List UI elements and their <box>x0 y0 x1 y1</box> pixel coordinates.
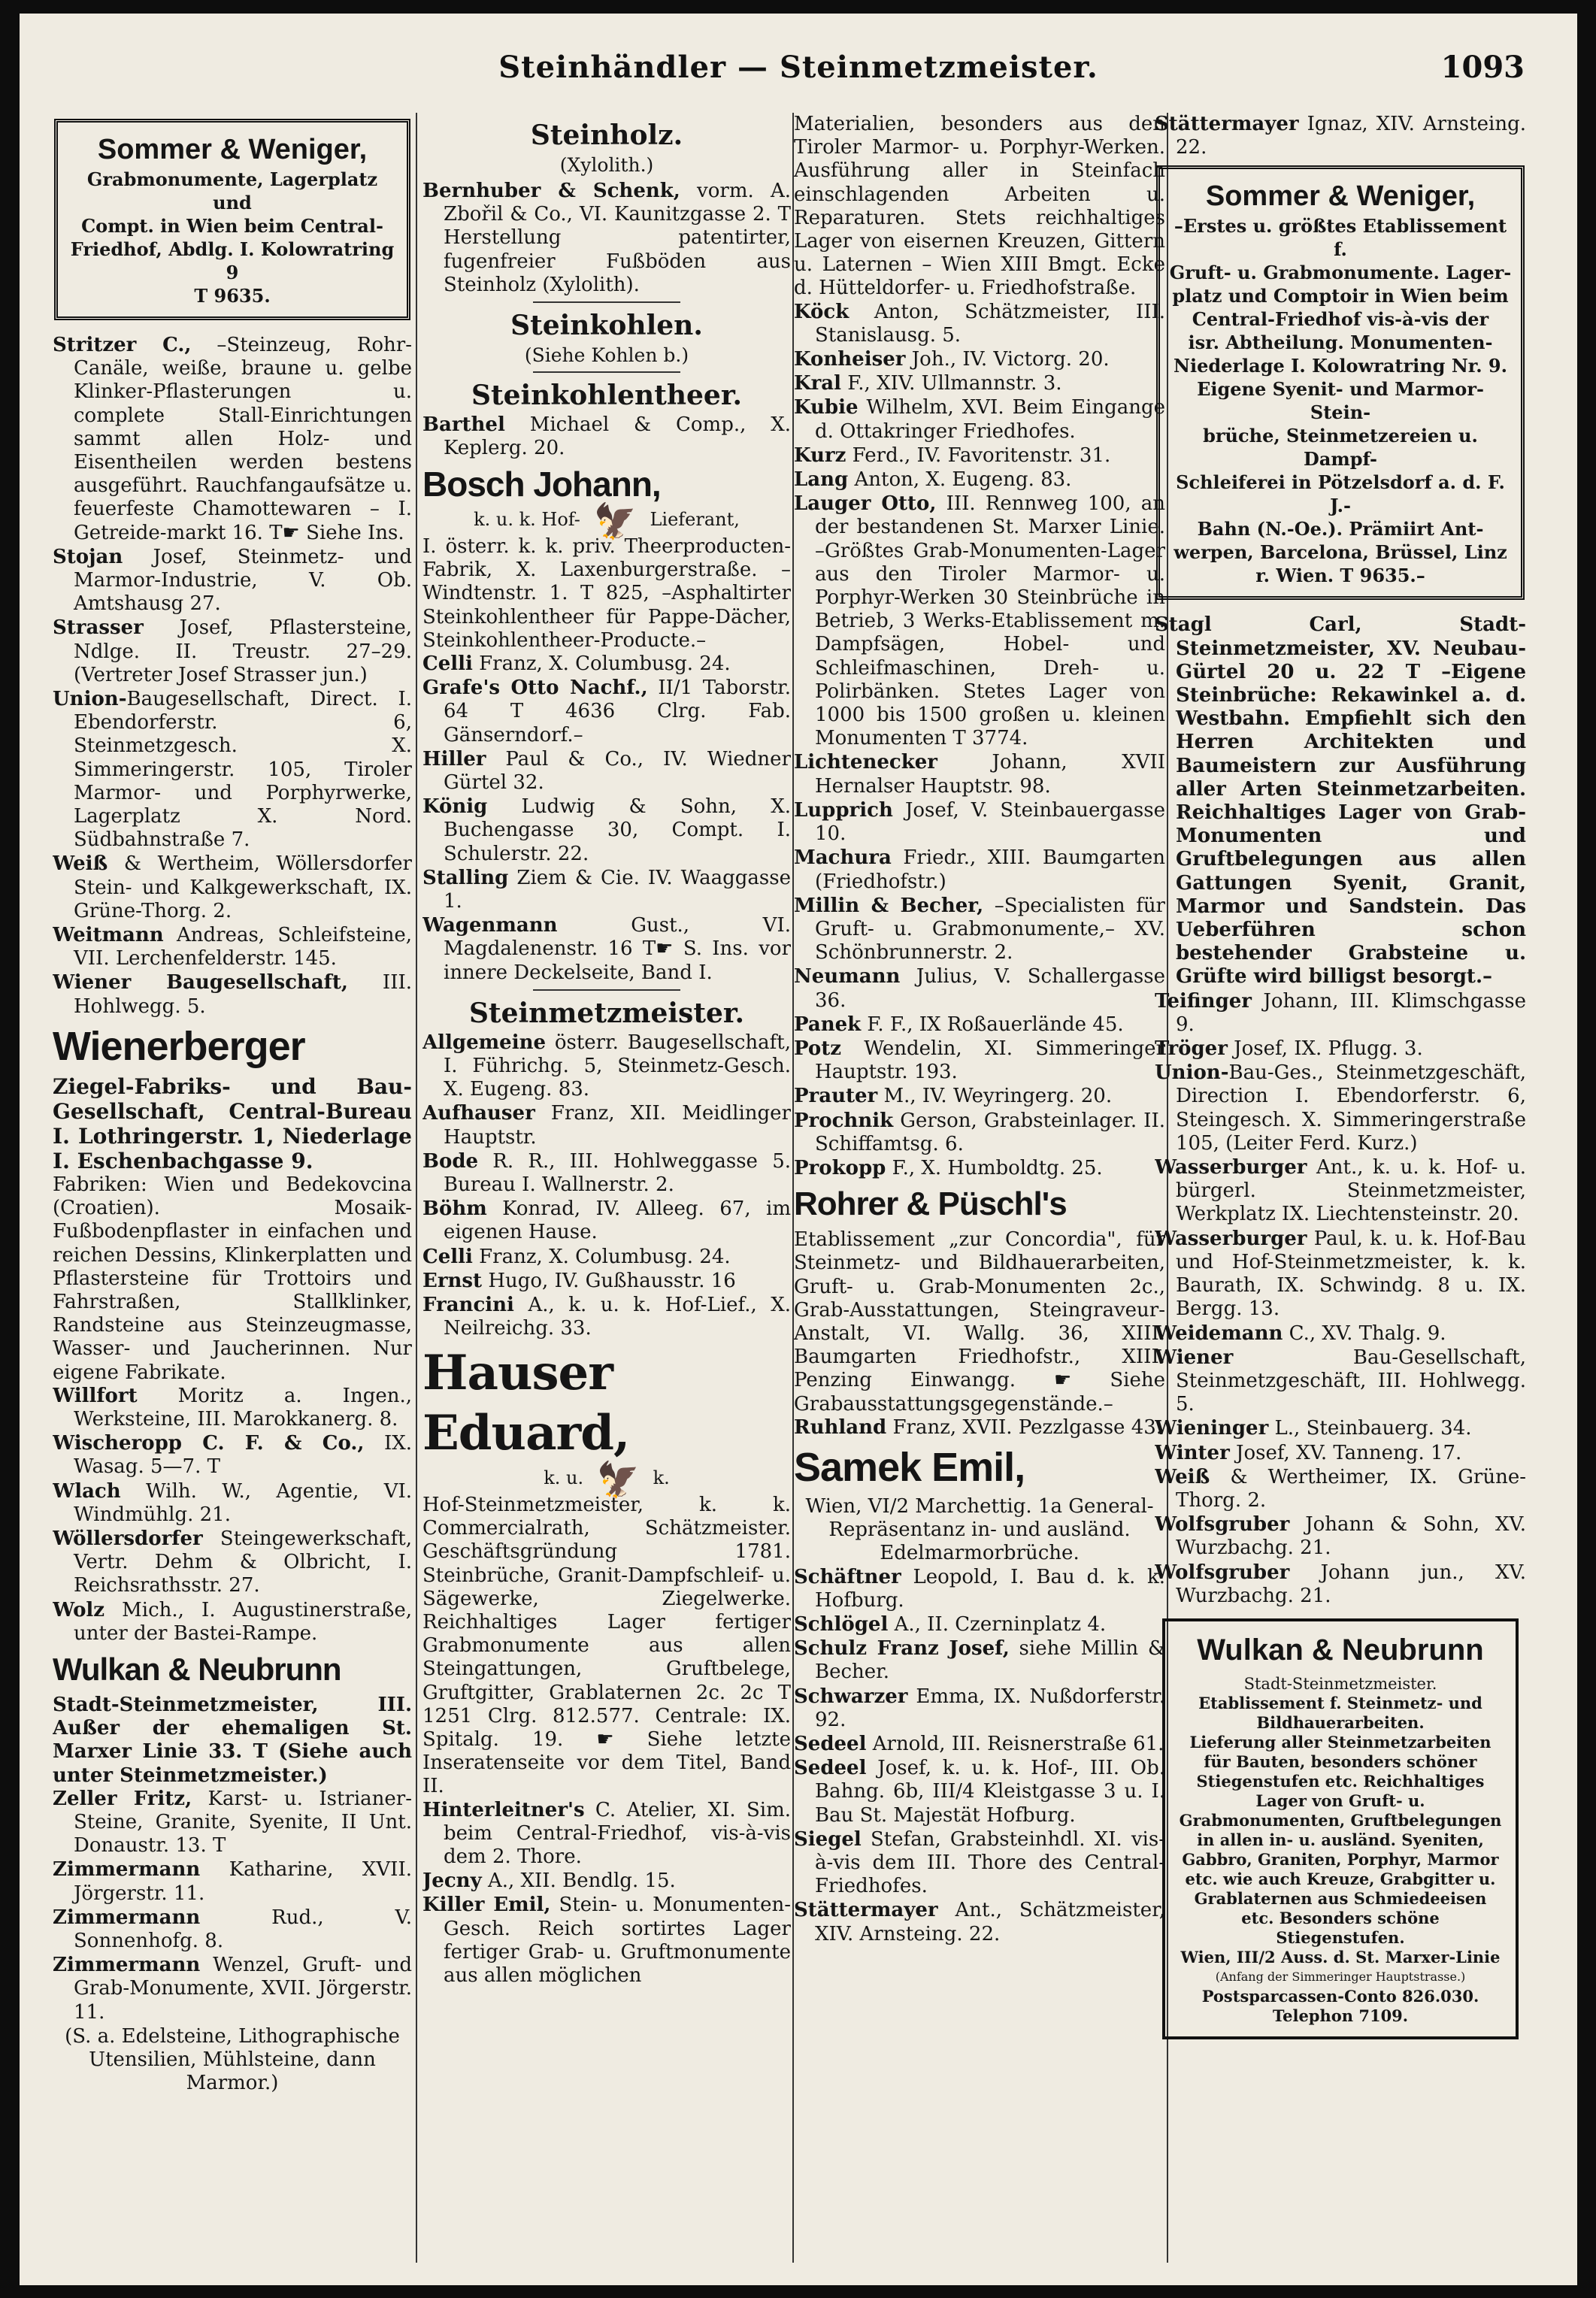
entry-name: Allgemeine <box>422 1031 547 1054</box>
advert-text: Etablissement „zur Concordia", für Steinmetz- und Bildhauerarbeiten, Gruft- u. Grab-Monumenten 2c., Grab-Ausstattungen, Steingraveur-Anstalt, VI. Wallg. 36, XIII. Baumgarten Friedhofstr., XIII. Penzing Einwangg. ☛ Siehe Grabausstattungsgegenstände.– <box>794 1228 1165 1415</box>
advert-line: platz und Comptoir in Wien beim <box>1172 285 1509 307</box>
entry-text: Stein- u. Monumenten-Gesch. Reich sortirtes Lager fertiger Grab- u. Gruftmonumente aus allen möglichen <box>444 1894 791 1987</box>
entry-text: Bau-Ges., Steinmetzgeschäft, Direction I. Ebendorferstr. 6, Steingesch. X. Simmeringerstraße 105, (Leiter Ferd. Kurz.) <box>1176 1061 1526 1155</box>
entry-name: Celli <box>422 1245 473 1268</box>
list-item <box>794 1757 1165 1827</box>
advert-line: –Erstes u. größtes Etablissement f. <box>1174 215 1507 261</box>
advert-line: Schleiferei in Pötzelsdorf a. d. F. J.- <box>1176 471 1505 517</box>
entry-text: Friedr., XIII. Baumgarten (Friedhofstr.) <box>815 846 1165 893</box>
entry-name: Kubie <box>794 396 859 419</box>
entry-name: Sedeel <box>794 1733 867 1755</box>
entry-name: Wöllersdorfer <box>53 1527 203 1550</box>
list-item <box>794 1899 1165 1945</box>
entry-text: L., Steinbauerg. 34. <box>1268 1417 1472 1440</box>
advert-line: (Anfang der Simmeringer Hauptstrasse.) <box>1215 1969 1466 1984</box>
entry-name: Wiener <box>1155 1346 1234 1369</box>
list-item <box>53 924 412 970</box>
entry-text: F., X. Humboldtg. 25. <box>886 1156 1103 1179</box>
entry-name: Winter <box>1155 1441 1230 1464</box>
eagle-emblem-icon: 🦅 <box>596 1458 640 1500</box>
entry-name: Stättermayer <box>1155 113 1299 135</box>
entry-text: F. F., IX Roßauerlände 45. <box>861 1013 1124 1036</box>
advert-line: Wien, III/2 Auss. d. St. Marxer-Linie <box>1180 1947 1501 1966</box>
section-title: Steinkohlentheer. <box>471 380 743 412</box>
list-item <box>53 1858 412 1905</box>
entry-name: Lang <box>794 468 849 492</box>
list-item <box>53 1480 412 1527</box>
entry-text: Karst- u. Istrianer-Steine, Granite, Syenite, II Unt. Donaustr. 13. T <box>74 1787 412 1857</box>
section-title: Steinmetzmeister. <box>468 997 745 1029</box>
eagle-emblem-icon: 🦅 <box>593 500 637 541</box>
list-item <box>1155 1561 1526 1608</box>
advert-name-wienerberger: Wienerberger <box>53 1023 305 1069</box>
advert-line: brüche, Steinmetzereien u. Dampf- <box>1203 425 1478 471</box>
column-1 <box>53 113 412 2267</box>
list-item <box>53 852 412 923</box>
entry-text: Johann jun., XV. Wurzbachg. 21. <box>1176 1561 1526 1607</box>
entry-text: Johann, XVII Hernalser Hauptstr. 98. <box>815 751 1165 798</box>
entry-name: Francini <box>422 1294 514 1317</box>
entry-text: Johann, III. Klimschgasse 9. <box>1176 989 1526 1036</box>
entry-name: Weiß <box>53 852 108 876</box>
entry-name: Panek <box>794 1013 862 1036</box>
list-item <box>53 334 412 545</box>
entry-name: Stritzer C., <box>53 334 192 356</box>
entry-text: Josef, V. Steinbauergasse 10. <box>815 798 1165 846</box>
list-item <box>1155 1037 1526 1061</box>
entry-text: siehe Millin & Becher. <box>815 1637 1165 1684</box>
entry-name: Kurz <box>794 444 846 467</box>
list-item <box>422 1102 791 1149</box>
entry-name: Union- <box>53 688 127 711</box>
advert-line: r. Wien. T 9635.– <box>1255 565 1425 587</box>
advert-text: Ziegel-Fabriks- und Bau-Gesellschaft, Central-Bureau I. Lothringerstr. 1, Niederlage I. Eschenbachgasse 9. <box>53 1073 412 1173</box>
entry-name: Weitmann <box>53 924 164 947</box>
list-item <box>422 652 791 676</box>
list-item <box>794 1037 1165 1084</box>
advert-line: isr. Abtheilung. Monumenten- <box>1188 332 1493 354</box>
list-item <box>422 1294 791 1340</box>
advert-line: Compt. in Wien beim Central- <box>81 215 383 237</box>
list-item <box>794 1613 1165 1636</box>
list-item <box>1155 990 1526 1037</box>
entry-name: Machura <box>794 846 892 870</box>
directory-page <box>20 14 1577 2285</box>
entry-text: Emma, IX. Nußdorferstr. 92. <box>815 1685 1165 1731</box>
advert-line: Friedhof, Abdlg. I. Kolowratring 9 <box>70 238 395 283</box>
advert-title: Wulkan & Neubrunn <box>1197 1633 1484 1667</box>
entry-name: Schlögel <box>794 1612 889 1636</box>
entry-name: Wolfsgruber <box>1155 1561 1290 1584</box>
entry-name: Prokopp <box>794 1156 886 1179</box>
entry-text: Wilh. W., Agentie, VI. Windmühlg. 21. <box>74 1479 412 1526</box>
entry-text: Michael & Comp., X. Keplerg. 20. <box>444 413 791 460</box>
entry-name: Schulz Franz Josef, <box>794 1637 1010 1661</box>
advert-line: Telephon 7109. <box>1272 2006 1409 2025</box>
list-item <box>422 1799 791 1870</box>
entry-text: Joh., IV. Victorg. 20. <box>905 348 1110 371</box>
entry-text: Steingewerkschaft, Vertr. Dehm & Olbricht, I. Reichsrathsstr. 27. <box>74 1527 412 1597</box>
entry-text: Josef, IX. Pflugg. 3. <box>1227 1037 1423 1061</box>
list-item <box>794 1685 1165 1732</box>
list-item <box>1155 1228 1526 1322</box>
entry-name: Stojan <box>53 545 123 568</box>
advert-line: Postsparcassen-Conto 826.030. <box>1201 1986 1479 2006</box>
advert-line: werpen, Barcelona, Brüssel, Linz <box>1174 541 1507 564</box>
entry-text: Ferd., IV. Favoritenstr. 31. <box>846 444 1111 467</box>
entry-name: Hiller <box>422 747 486 771</box>
list-item <box>422 795 791 866</box>
entry-text: Stadt-Steinmetzmeister, XV. Neubau-Gürtel 20 u. 22 T –Eigene Steinbrüche: Rekawinkel a. d. Westbahn. Empfiehlt sich den Herren Architekten und Baumeistern zur Ausführung aller Arten Steinmetzarbeiten. Reichhaltiges Lager von Grab-Monumenten und Gruftbelegungen aus allen Gattungen Syenit, Granit, Marmor und Sandstein. Das Ueberführen schon bestehender Grabsteine u. Grüfte wird billigst besorgt.– <box>1176 613 1526 989</box>
entry-name: Wolz <box>53 1598 105 1621</box>
advert-title: Sommer & Weniger, <box>1205 180 1476 213</box>
entry-text: A., II. Czerninplatz 4. <box>888 1612 1107 1636</box>
entry-name: Wasserburger <box>1155 1227 1307 1250</box>
entry-name: Hinterleitner's <box>422 1798 585 1821</box>
entry-text: A., k. u. k. Hof-Lief., X. Neilreichg. 33. <box>444 1294 791 1340</box>
advert-line: Grabmonumente, Lagerplatz und <box>86 168 378 213</box>
entry-name: Zimmermann <box>53 1954 201 1977</box>
entry-text: M., IV. Weyringerg. 20. <box>877 1085 1113 1108</box>
entry-text: Arnold, III. Reisnerstraße 61. <box>866 1733 1164 1755</box>
entry-name: Stagl Carl, <box>1155 613 1362 637</box>
divider <box>533 989 680 991</box>
list-item <box>794 348 1165 371</box>
advert-line: Eigene Syenit- und Marmor-Stein- <box>1197 378 1484 424</box>
advert-line: Stadt-Steinmetzmeister. <box>1243 1674 1437 1693</box>
list-item <box>1155 1156 1526 1227</box>
entry-name: Wolfsgruber <box>1155 1513 1290 1537</box>
entry-text: & Wertheim, Wöllersdorfer Stein- und Kalkgewerkschaft, IX. Grüne-Thorg. 2. <box>74 852 412 922</box>
entry-name: Weiß <box>1155 1465 1210 1488</box>
entry-text: Ziem & Cie. IV. Waaggasse 1. <box>444 866 791 913</box>
entry-text: –Specialisten für Gruft- u. Grabmonumente,– XV. Schönbrunnerstr. 2. <box>815 894 1165 964</box>
entry-text: Anton, Schätzmeister, III. Stanislausg. 5. <box>815 300 1165 347</box>
advert-name-wulkan: Wulkan & Neubrunn <box>53 1651 341 1687</box>
advert-name-rohrer: Rohrer & Püschl's <box>794 1185 1067 1223</box>
entry-text: Moritz a. Ingen., Werksteine, III. Marokkanerg. 8. <box>74 1384 412 1431</box>
entry-name: Schäftner <box>794 1565 901 1588</box>
entry-text: Leopold, I. Bau d. k. k. Hofburg. <box>815 1565 1165 1612</box>
divider <box>533 301 680 303</box>
divider <box>533 371 680 373</box>
entry-text: Josef, Pflastersteine, Ndlge. II. Treustr. 27–29. (Vertreter Josef Strasser jun.) <box>74 616 412 686</box>
entry-text: Josef, XV. Tanneng. 17. <box>1229 1441 1462 1464</box>
entry-name: Sedeel <box>794 1757 867 1780</box>
advert-title: Sommer & Weniger, <box>97 134 368 165</box>
entry-text: Ignaz, XIV. Arnsteing. 22. <box>1176 113 1526 159</box>
entry-text: Rud., V. Sonnenhofg. 8. <box>74 1906 412 1952</box>
entry-name: Strasser <box>53 616 144 640</box>
list-item <box>794 1085 1165 1108</box>
list-item <box>794 1637 1165 1684</box>
entry-text: Mich., I. Augustinerstraße, unter der Bastei-Rampe. <box>74 1598 412 1645</box>
entry-text: Josef, Steinmetz- und Marmor-Industrie, V. Ob. Amtshausg 27. <box>74 545 412 616</box>
entry-text: Franz, XII. Meidlinger Hauptstr. <box>444 1102 791 1149</box>
entry-name: Willfort <box>53 1384 138 1407</box>
entry-text: Stefan, Grabsteinhdl. XI. vis-à-vis dem III. Thore des Central-Friedhofes. <box>815 1827 1165 1898</box>
footnote: (S. a. Edelsteine, Lithographische Utensilien, Mühlsteine, dann Marmor.) <box>65 2024 400 2095</box>
list-item <box>53 971 412 1018</box>
entry-name: Jecny <box>422 1870 482 1893</box>
entry-text: II/1 Taborstr. 64 T 4636 Clrg. Fab. Gänserndorf.– <box>444 677 791 746</box>
page-header-title: Steinhändler — Steinmetzmeister. <box>498 50 1098 85</box>
list-item <box>794 1733 1165 1756</box>
entry-name: Union- <box>1155 1061 1229 1085</box>
entry-text: III. Hohlwegg. 5. <box>74 971 412 1018</box>
advert-box-sommer-weniger <box>54 119 410 320</box>
list-item <box>53 1385 412 1431</box>
entry-name: Ruhland <box>794 1415 887 1439</box>
advert-box-wulkan-neubrunn <box>1162 1618 1519 2039</box>
list-item <box>422 748 791 795</box>
section-subtitle: (Xylolith.) <box>559 154 654 176</box>
list-item <box>53 1599 412 1646</box>
entry-name: Wischeropp C. F. & Co., <box>53 1432 365 1455</box>
entry-text: Bau-Gesellschaft, Steinmetzgeschäft, III. Hohlwegg. 5. <box>1176 1346 1526 1416</box>
entry-name: Siegel <box>794 1827 862 1851</box>
advert-line: T 9635. <box>194 285 271 307</box>
entry-name: Bode <box>422 1149 479 1173</box>
entry-text: IX. Wasag. 5—7. T <box>74 1432 412 1479</box>
entry-name: Bernhuber & Schenk, <box>422 180 680 202</box>
list-item <box>422 1270 791 1293</box>
entry-text: Gust., VI. Magdalenenstr. 16 T☛ S. Ins. vor innere Deckelseite, Band I. <box>444 914 791 984</box>
entry-text: R. R., III. Hohlweggasse 5. Bureau I. Wallnerstr. 2. <box>444 1149 791 1196</box>
entry-text: Wenzel, Gruft- und Grab-Monumente, XVII. Jörgerstr. 11. <box>74 1954 412 2024</box>
advert-line: Central-Friedhof vis-à-vis der <box>1192 308 1489 331</box>
advert-name-samek: Samek Emil, <box>794 1444 1025 1490</box>
list-item <box>1155 1346 1526 1417</box>
advert-line: Etablissement f. Steinmetz- und Bildhauerarbeiten. <box>1198 1693 1482 1732</box>
entry-text: Konrad, IV. Alleeg. 67, im eigenen Hause. <box>444 1197 791 1244</box>
list-item <box>53 546 412 616</box>
list-item <box>1155 1061 1526 1155</box>
entry-name: Wasserburger <box>1155 1156 1307 1179</box>
advert-name-hauser: Hauser Eduard, <box>422 1345 630 1462</box>
list-item <box>794 1828 1165 1899</box>
section-subtitle: (Siehe Kohlen b.) <box>524 344 689 367</box>
entry-text: III. Rennweg 100, an der bestandenen St. Marxer Linie. –Größtes Grab-Monumenten-Lager aus den Tiroler Marmor- u. Porphyr-Werken 30 Steinbrüche in Betrieb, 3 Werks-Etablissement m. Dampfsägen, Hobel- und Schleifmaschinen, Dreh- u. Polirbänken. Stetes Lager von 1000 bis 1500 großen u. kleinen Monumenten T 3774. <box>815 492 1165 750</box>
entry-name: Ernst <box>422 1269 483 1292</box>
entry-name: Weidemann <box>1155 1322 1283 1345</box>
entry-text: C., XV. Thalg. 9. <box>1283 1322 1446 1345</box>
list-item <box>1155 1466 1526 1512</box>
list-item <box>794 372 1165 395</box>
entry-text: Ant., Schätzmeister, XIV. Arnsteing. 22. <box>815 1899 1165 1945</box>
entry-text: Baugesellschaft, Direct. I. Ebendorferstr. 6, Steinmetzgesch. X. Simmeringerstr. 105, Tiroler Marmor- und Porphyrwerke, Lagerplatz X. Nord. Südbahnstraße 7. <box>74 688 412 852</box>
advert-box-sommer-weniger <box>1156 165 1525 600</box>
list-item <box>794 444 1165 468</box>
list-item <box>53 1788 412 1858</box>
entry-name: Teifinger <box>1155 989 1252 1013</box>
list-item <box>422 867 791 913</box>
advert-text: Fabriken: Wien und Bedekovcina (Croatien). Mosaik-Fußbodenpflaster in einfachen und reichen Dessins, Klinkerplatten und Pflastersteine für Trottoirs und Fahrstraßen, Stallklinker, Randsteine aus Steinzeugmasse, Wasser- und Jaucherinnen. Nur eigene Fabrikate. <box>53 1173 412 1384</box>
entry-text: Josef, k. u. k. Hof-, III. Ob. Bahng. 6b, III/4 Kleistgasse 3 u. I. Bau St. Majestät Hofburg. <box>815 1757 1165 1827</box>
list-item <box>794 301 1165 347</box>
entry-name: Prochnik <box>794 1109 894 1132</box>
list-item <box>53 1527 412 1598</box>
entry-name: Stättermayer <box>794 1899 938 1922</box>
list-item <box>794 965 1165 1012</box>
list-item <box>422 1150 791 1197</box>
advert-line: Bahn (N.-Oe.). Prämiirt Ant- <box>1197 518 1484 540</box>
entry-name: Neumann <box>794 965 901 989</box>
advert-text: Wien, VI/2 Marchettig. 1a General-Repräsentanz in- und ausländ. Edelmarmorbrüche. <box>805 1494 1154 1565</box>
list-item <box>794 1416 1165 1440</box>
entry-name: Wiener Baugesellschaft, <box>53 971 348 995</box>
royal-text: k. u. k. Hof- <box>474 509 580 531</box>
entry-name: Zimmermann <box>53 1906 201 1929</box>
entry-name: Prauter <box>794 1085 878 1108</box>
list-item <box>794 895 1165 965</box>
entry-name: Zimmermann <box>53 1858 201 1882</box>
list-item <box>1155 1442 1526 1465</box>
column-divider <box>416 113 417 2263</box>
entry-name: Lichtenecker <box>794 751 937 774</box>
entry-text: Wilhelm, XVI. Beim Eingange d. Ottakringer Friedhofes. <box>815 396 1165 443</box>
list-item <box>53 1432 412 1479</box>
entry-text: –Steinzeug, Rohr-Canäle, weiße, braune u. gelbe Klinker-Pflasterungen u. complete Stall-Einrichtungen sammt allen Holz- und Eisentheilen werden bestens ausgeführt. Rauchfangaufsätze u. feuerfeste Chamottewaren – I. Getreide-markt 16. T☛ Siehe Ins. <box>74 334 412 544</box>
list-item <box>422 914 791 985</box>
entry-text: Paul & Co., IV. Wiedner Gürtel 32. <box>444 747 791 794</box>
royal-text: k. u. <box>544 1467 584 1489</box>
entry-name: Tröger <box>1155 1037 1228 1061</box>
entry-text: Gerson, Grabsteinlager. II. Schiffamtsg. 6. <box>815 1109 1165 1155</box>
list-item <box>794 492 1165 750</box>
entry-name: Millin & Becher, <box>794 894 984 917</box>
entry-name: Celli <box>422 652 473 675</box>
advert-name-bosch: Bosch Johann, <box>422 465 661 504</box>
list-item <box>1155 613 1526 989</box>
column-3 <box>794 113 1165 2267</box>
list-item <box>422 677 791 747</box>
section-title: Steinholz. <box>530 120 683 151</box>
list-item <box>1155 1417 1526 1440</box>
entry-text: österr. Baugesellschaft, I. Führichg. 5, Steinmetz-Gesch. X. Eugeng. 83. <box>444 1031 791 1101</box>
entry-name: Grafe's Otto Nachf., <box>422 677 648 700</box>
entry-text: Paul, k. u. k. Hof-Bau und Hof-Steinmetzmeister, k. k. Baurath, IX. Schwindg. 8 u. IX. Bergg. 13. <box>1176 1227 1526 1321</box>
entry-name: Barthel <box>422 413 505 437</box>
list-item <box>1155 113 1526 159</box>
entry-name: Böhm <box>422 1197 487 1221</box>
entry-name: Wagenmann <box>422 914 558 937</box>
list-item <box>794 1110 1165 1156</box>
list-item <box>794 1013 1165 1037</box>
list-item <box>1155 1322 1526 1346</box>
list-item <box>422 1197 791 1244</box>
list-item <box>422 1894 791 1988</box>
royal-warrant <box>422 500 791 541</box>
entry-text: C. Atelier, XI. Sim. beim Central-Friedhof, vis-à-vis dem 2. Thore. <box>444 1798 791 1868</box>
list-item <box>422 180 791 297</box>
entry-name: Köck <box>794 300 849 323</box>
list-item <box>1155 1513 1526 1560</box>
entry-text: Franz, XVII. Pezzlgasse 43. <box>886 1415 1163 1439</box>
list-item <box>794 1566 1165 1612</box>
list-item <box>794 846 1165 893</box>
entry-name: Killer Emil, <box>422 1894 551 1917</box>
entry-text: F., XIV. Ullmannstr. 3. <box>841 372 1062 395</box>
entry-text: Hugo, IV. Gußhausstr. 16 <box>482 1269 736 1292</box>
list-item <box>794 468 1165 492</box>
advert-line: Lieferung aller Steinmetzarbeiten für Bauten, besonders schöner Stiegenstufen etc. Reichhaltiges Lager von Gruft- u. Grabmonumenten, Gruftbelegungen in allen in- u. ausländ. Syeniten, Gabbro, Graniten, Porphyr, Marmor etc. wie auch Kreuze, Grabgitter u. Grablaternen aus Schmiedeeisen etc. Besonders schöne Stiegenstufen. <box>1179 1732 1502 1947</box>
advert-line: Gruft- u. Grabmonumente. Lager- <box>1169 262 1512 284</box>
section-title: Steinkohlen. <box>510 310 703 342</box>
entry-text: Franz, X. Columbusg. 24. <box>472 1245 731 1268</box>
entry-name: König <box>422 795 488 819</box>
list-item <box>422 1870 791 1893</box>
entry-text: Andreas, Schleifsteine, VII. Lerchenfelderstr. 145. <box>74 924 412 970</box>
entry-name: Lupprich <box>794 798 893 822</box>
entry-text: Franz, X. Columbusg. 24. <box>472 652 731 675</box>
entry-text: A., XII. Bendlg. 15. <box>481 1870 676 1893</box>
entry-name: Lauger Otto, <box>794 492 937 516</box>
list-item <box>794 1157 1165 1180</box>
advert-text: I. österr. k. k. priv. Theerproducten-Fabrik, X. Laxenburgerstraße. – Windtenstr. 1. T 825, –Asphaltirter Steinkohlentheer für Pappe-Dächer, Steinkohlentheer-Producte.– <box>422 534 791 652</box>
entry-text: Ant., k. u. k. Hof- u. bürgerl. Steinmetzmeister, Werkplatz IX. Liechtensteinstr. 20. <box>1176 1156 1526 1226</box>
entry-text: & Wertheimer, IX. Grüne-Thorg. 2. <box>1176 1465 1526 1512</box>
entry-text: Wendelin, XI. Simmeringer Hauptstr. 193. <box>815 1037 1165 1084</box>
column-4 <box>1155 113 1526 2267</box>
entry-text: Katharine, XVII. Jörgerstr. 11. <box>74 1858 412 1905</box>
list-item <box>53 688 412 852</box>
entry-name: Zeller Fritz, <box>53 1787 192 1810</box>
entry-text: Julius, V. Schallergasse 36. <box>815 965 1165 1012</box>
royal-text: Lieferant, <box>650 509 740 531</box>
list-item <box>422 1031 791 1102</box>
advert-text: Stadt-Steinmetzmeister, III. Außer der ehemaligen St. Marxer Linie 33. T (Siehe auch unter Steinmetzmeister.) <box>53 1693 412 1787</box>
list-item <box>422 1246 791 1269</box>
list-item <box>53 1954 412 2024</box>
list-item <box>794 751 1165 798</box>
list-item <box>422 413 791 460</box>
entry-text: vorm. A. Zbořil & Co., VI. Kaunitzgasse 2. T Herstellung patentirter, fugenfreier Fußböden aus Steinholz (Xylolith). <box>444 180 791 296</box>
list-item <box>53 1906 412 1953</box>
entry-name: Schwarzer <box>794 1685 908 1708</box>
royal-text: k. <box>653 1467 670 1489</box>
column-2 <box>422 113 791 2267</box>
entry-name: Stalling <box>422 866 509 889</box>
list-item <box>53 616 412 687</box>
entry-name: Konheiser <box>794 348 906 371</box>
entry-name: Kral <box>794 372 842 395</box>
entry-name: Wieninger <box>1155 1417 1269 1440</box>
entry-text: Johann & Sohn, XV. Wurzbachg. 21. <box>1176 1513 1526 1560</box>
list-item <box>794 396 1165 443</box>
advert-line: Niederlage I. Kolowratring Nr. 9. <box>1174 355 1507 377</box>
entry-name: Aufhauser <box>422 1102 535 1125</box>
entry-text: Anton, X. Eugeng. 83. <box>848 468 1072 492</box>
continued-text: Materialien, besonders aus den Tiroler Marmor- u. Porphyr-Werken. Ausführung aller in Steinfach einschlagenden Arbeiten u. Reparaturen. Stets reichhaltiges Lager von eisernen Kreuzen, Gittern u. Laternen – Wien XIII Bmgt. Ecke d. Hütteldorfer- u. Friedhofstraße. <box>794 113 1165 300</box>
royal-warrant <box>422 1458 791 1500</box>
page-number: 1093 <box>1440 50 1525 85</box>
entry-name: Wlach <box>53 1479 121 1503</box>
entry-text: Ludwig & Sohn, X. Buchengasse 30, Compt. I. Schulerstr. 22. <box>444 795 791 865</box>
list-item <box>794 799 1165 846</box>
entry-name: Potz <box>794 1037 841 1060</box>
advert-text: Hof-Steinmetzmeister, k. k. Commercialrath, Schätzmeister. Geschäftsgründung 1781. Steinbrüche, Granit-Dampfschleif- u. Sägewerke, Ziegelwerke. Reichhaltiges Lager fertiger Grabmonumente aus allen Steingattungen, Gruftbelege, Gruftgitter, Grablaternen 2c. 2c T 1251 Clrg. 812.577. Centrale: IX. Spitalg. 19. ☛ Siehe letzte Inseratenseite vor dem Titel, Band II. <box>422 1493 791 1798</box>
